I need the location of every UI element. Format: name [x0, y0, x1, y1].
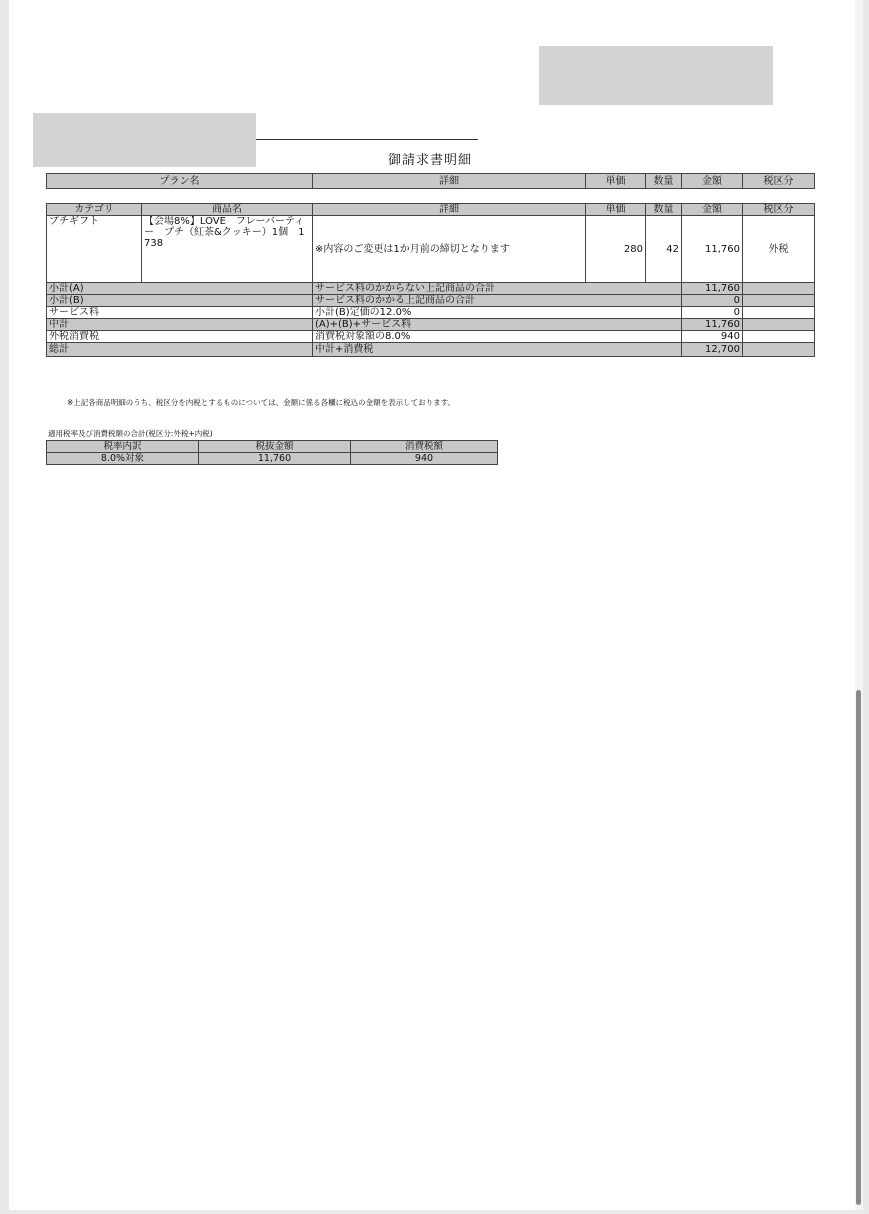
- col-header-rate-breakdown: 税率内訳: [47, 441, 199, 453]
- summary-amount: 940: [682, 331, 743, 343]
- summary-tax-class: [743, 283, 815, 295]
- col-header-quantity: 数量: [646, 204, 682, 216]
- col-header-unit-price: 単価: [586, 204, 646, 216]
- col-header-product-name: 商品名: [142, 204, 313, 216]
- item-quantity: 42: [646, 216, 682, 283]
- summary-detail: サービス料のかかる上記商品の合計: [313, 295, 682, 307]
- item-row: [47, 216, 815, 283]
- scrollbar-thumb[interactable]: [856, 690, 861, 1205]
- document-title: 御請求書明細: [387, 153, 472, 168]
- col-header-pretax-amount: 税抜金額: [199, 441, 351, 453]
- summary-row-intermediate-total: [47, 319, 815, 331]
- detail-table: [46, 203, 815, 357]
- detail-table-header: [47, 204, 815, 216]
- summary-row-grand-total: [47, 343, 815, 357]
- summary-row-consumption-tax: [47, 331, 815, 343]
- pretax-amount-value: 11,760: [199, 453, 351, 465]
- summary-row-subtotal-a: [47, 283, 815, 295]
- summary-detail: (A)+(B)+サービス料: [313, 319, 682, 331]
- summary-tax-class: [743, 295, 815, 307]
- item-detail: ※内容のご変更は1か月前の締切となります: [313, 216, 586, 283]
- item-category: プチギフト: [47, 216, 142, 283]
- summary-detail: 小計(B)定価の12.0%: [313, 307, 682, 319]
- item-unit-price: 280: [586, 216, 646, 283]
- summary-label: サービス料: [47, 307, 313, 319]
- summary-detail: 消費税対象額の8.0%: [313, 331, 682, 343]
- plan-table-header: [47, 174, 815, 189]
- rate-breakdown-value: 8.0%対象: [47, 453, 199, 465]
- summary-detail: 中計+消費税: [313, 343, 682, 357]
- col-header-detail: 詳細: [313, 174, 586, 189]
- redacted-block-recipient: [539, 46, 773, 105]
- item-product-name: 【会場8%】LOVE フレーバーティー プチ（紅茶&クッキー）1個 1738: [142, 216, 313, 283]
- summary-amount: 0: [682, 307, 743, 319]
- summary-label: 小計(B): [47, 295, 313, 307]
- item-amount: 11,760: [682, 216, 743, 283]
- summary-amount: 12,700: [682, 343, 743, 357]
- summary-label: 中計: [47, 319, 313, 331]
- col-header-amount: 金額: [682, 204, 743, 216]
- rate-summary-caption: 適用税率及び消費税額の合計(税区分:外税+内税): [48, 429, 213, 438]
- col-header-amount: 金額: [682, 174, 743, 189]
- col-header-tax-class: 税区分: [743, 174, 815, 189]
- summary-tax-class: [743, 331, 815, 343]
- col-header-quantity: 数量: [646, 174, 682, 189]
- summary-amount: 11,760: [682, 319, 743, 331]
- col-header-tax-class: 税区分: [743, 204, 815, 216]
- summary-row-service-fee: [47, 307, 815, 319]
- col-header-detail: 詳細: [313, 204, 586, 216]
- summary-detail: サービス料のかからない上記商品の合計: [313, 283, 682, 295]
- item-tax-class: 外税: [743, 216, 815, 283]
- rate-summary-table: [46, 440, 498, 465]
- summary-tax-class: [743, 343, 815, 357]
- summary-tax-class: [743, 307, 815, 319]
- summary-label: 総計: [47, 343, 313, 357]
- redacted-block-customer: [33, 113, 256, 167]
- rate-summary-row: [47, 453, 498, 465]
- col-header-unit-price: 単価: [586, 174, 646, 189]
- tax-amount-value: 940: [351, 453, 498, 465]
- summary-tax-class: [743, 319, 815, 331]
- title-underline: [256, 139, 478, 140]
- col-header-plan-name: プラン名: [47, 174, 313, 189]
- summary-label: 外税消費税: [47, 331, 313, 343]
- col-header-tax-amount: 消費税額: [351, 441, 498, 453]
- summary-amount: 11,760: [682, 283, 743, 295]
- summary-amount: 0: [682, 295, 743, 307]
- rate-summary-header: [47, 441, 498, 453]
- plan-table: [46, 173, 815, 189]
- summary-row-subtotal-b: [47, 295, 815, 307]
- col-header-category: カテゴリ: [47, 204, 142, 216]
- summary-label: 小計(A): [47, 283, 313, 295]
- tax-display-note: ※上記各商品明細のうち、税区分を内税とするものについては、金額に係る各欄に税込の金額を表示しております。: [67, 398, 456, 407]
